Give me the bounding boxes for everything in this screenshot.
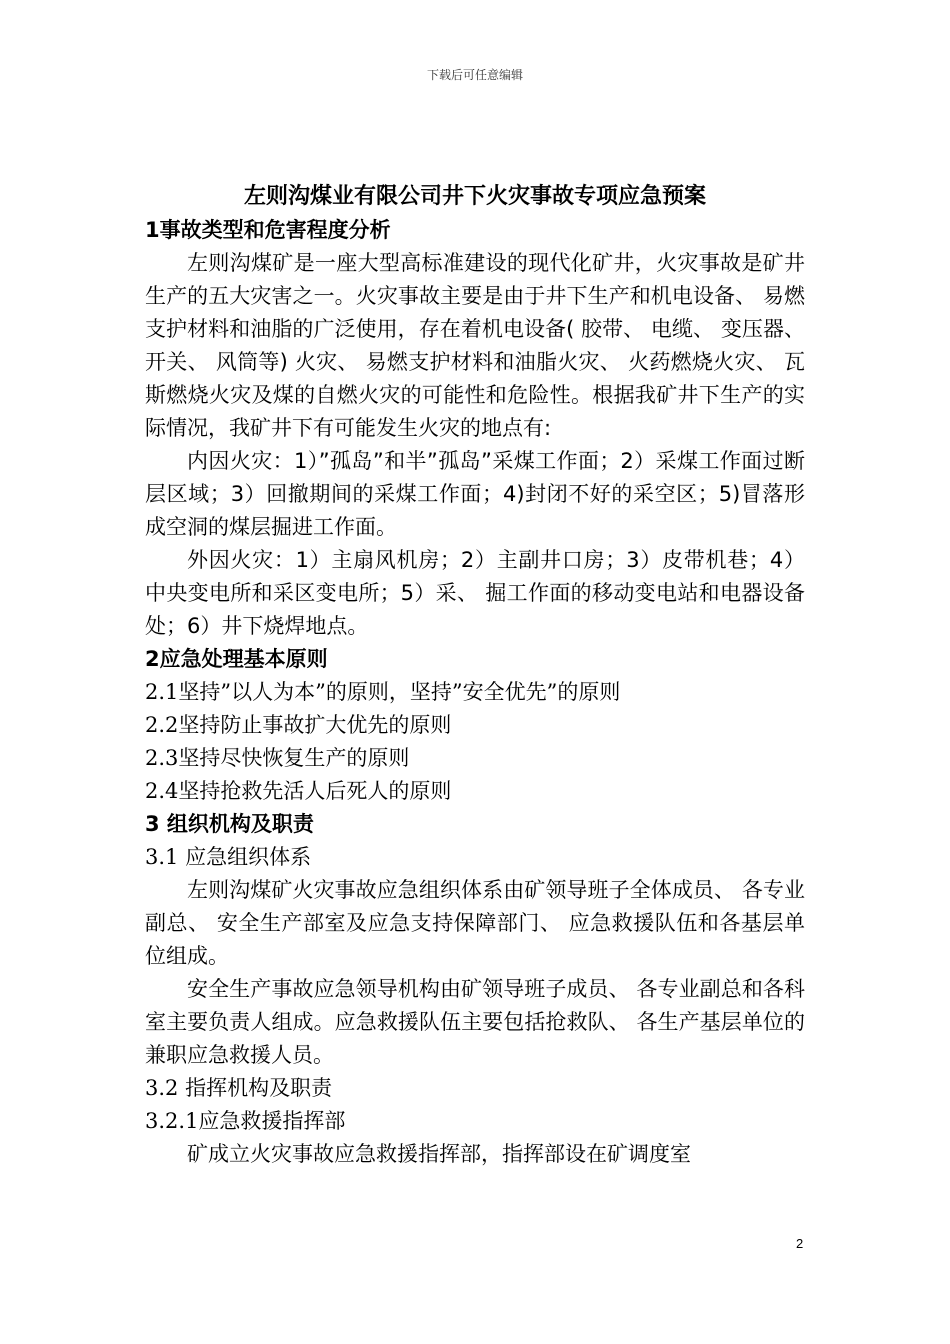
section-2-2: 2.2坚持防止事故扩大优先的原则 [145,713,452,737]
section-3-2-1-paragraph-1: 矿成立火灾事故应急救援指挥部，指挥部设在矿调度室 [187,1142,691,1166]
download-note: 下载后可任意编辑 [426,68,523,82]
section-1-paragraph-2: 内因火灾：1）”孤岛”和半”孤岛”采煤工作面；2）采煤工作面过断层区域；3）回撤期间的采煤工作面；4)封闭不好的采空区；5)冒落形成空洞的煤层掘进工作面。 [145,449,805,539]
section-3-2-1-heading: 3.2.1应急救援指挥部 [145,1109,346,1133]
section-2-heading: 2应急处理基本原则 [145,647,328,671]
section-1-paragraph-3: 外因火灾：1）主扇风机房；2）主副井口房；3）皮带机巷；4）中央变电所和采区变电所；5）采、 掘工作面的移动变电站和电器设备处；6）井下烧焊地点。 [145,548,805,638]
section-2-3: 2.3坚持尽快恢复生产的原则 [145,746,410,770]
document-body [145,180,805,1171]
section-3-1-heading: 3.1 应急组织体系 [145,845,312,869]
section-2-4: 2.4坚持抢救先活人后死人的原则 [145,779,452,803]
section-3-2-heading: 3.2 指挥机构及职责 [145,1076,333,1100]
document-title: 左则沟煤业有限公司井下火灾事故专项应急预案 [243,184,706,209]
section-2-1: 2.1坚持”以人为本”的原则，坚持”安全优先”的原则 [145,680,621,704]
section-1-heading: 1事故类型和危害程度分析 [145,218,391,242]
section-3-heading: 3 组织机构及职责 [145,812,314,836]
page-number: 2 [796,1236,804,1251]
section-3-1-paragraph-1: 左则沟煤矿火灾事故应急组织体系由矿领导班子全体成员、 各专业副总、 安全生产部室及应急支持保障部门、 应急救援队伍和各基层单位组成。 [145,878,805,968]
section-1-paragraph-1: 左则沟煤矿是一座大型高标准建设的现代化矿井，火灾事故是矿井生产的五大灾害之一。火灾事故主要是由于井下生产和机电设备、 易燃支护材料和油脂的广泛使用，存在着机电设备( 胶带、 电缆、 变压器、 开关、 风筒等) 火灾、 易燃支护材料和油脂火灾、 火药燃烧火灾、 瓦斯燃烧火灾及煤的自燃火灾的可能性和危险性。根据我矿井下生产的实际情况，我矿井下有可能发生火灾的地点有: [145,251,805,440]
section-3-1-paragraph-2: 安全生产事故应急领导机构由矿领导班子成员、 各专业副总和各科室主要负责人组成。应急救援队伍主要包括抢救队、 各生产基层单位的兼职应急救援人员。 [145,977,805,1067]
